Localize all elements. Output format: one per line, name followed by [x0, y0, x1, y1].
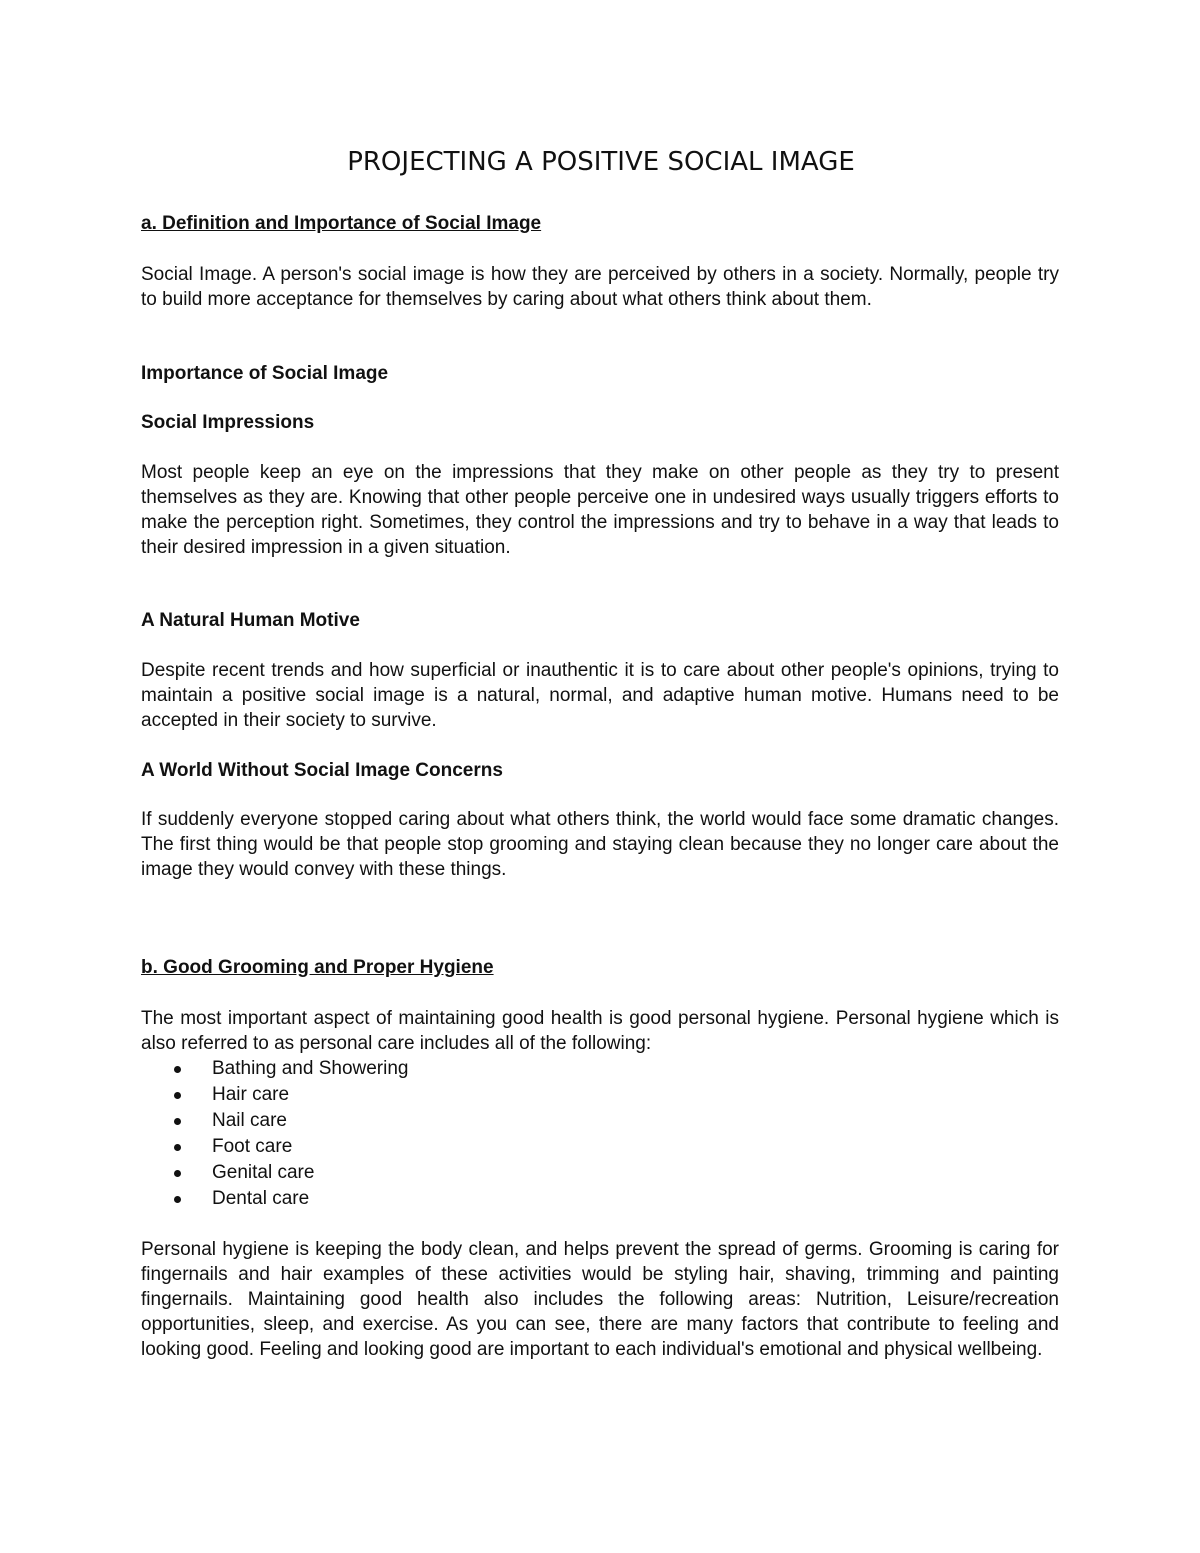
world-without-concerns-heading: A World Without Social Image Concerns — [141, 760, 503, 781]
section-a-heading: a. Definition and Importance of Social Image — [141, 213, 542, 234]
importance-heading: Importance of Social Image — [141, 363, 389, 384]
social-impressions-heading: Social Impressions — [141, 412, 315, 433]
list-item: Foot care — [141, 1134, 408, 1160]
natural-motive-paragraph: Despite recent trends and how superficial or inauthentic it is to care about other people's opinions, trying to maintain a positive social image is a natural, normal, and adaptive human motive. Humans need to be accepted in their society to survive. — [141, 660, 1059, 731]
bullet-icon — [174, 1118, 181, 1125]
personal-care-list — [141, 1056, 408, 1212]
document-page — [141, 0, 1061, 1553]
bullet-icon — [174, 1066, 181, 1073]
hygiene-intro-paragraph: The most important aspect of maintaining good health is good personal hygiene. Personal hygiene which is also referred to as personal care includes all of the following: — [141, 1008, 1059, 1054]
bullet-icon — [174, 1196, 181, 1203]
list-item: Hair care — [141, 1082, 408, 1108]
list-item: Genital care — [141, 1160, 408, 1186]
bullet-icon — [174, 1170, 181, 1177]
list-item: Nail care — [141, 1108, 408, 1134]
bullet-icon — [174, 1092, 181, 1099]
world-without-concerns-paragraph: If suddenly everyone stopped caring about what others think, the world would face some dramatic changes. The first thing would be that people stop grooming and staying clean because they no longer care about the image they would convey with these things. — [141, 809, 1059, 880]
hygiene-closing-paragraph: Personal hygiene is keeping the body clean, and helps prevent the spread of germs. Grooming is caring for fingernails and hair examples of these activities would be styling hair, shaving, trimming and painting fingernails. Maintaining good health also includes the following areas: Nutrition, Leisure/recreation opportunities, sleep, and exercise. As you can see, there are many factors that contribute to feeling and looking good. Feeling and looking good are important to each individual's emotional and physical wellbeing. — [141, 1239, 1059, 1360]
social-image-definition: Social Image. A person's social image is how they are perceived by others in a society. Normally, people try to build more acceptance for themselves by caring about what others think about them. — [141, 264, 1059, 310]
social-impressions-paragraph: Most people keep an eye on the impressions that they make on other people as they try to present themselves as they are. Knowing that other people perceive one in undesired ways usually triggers efforts to make the perception right. Sometimes, they control the impressions and try to behave in a way that leads to their desired impression in a given situation. — [141, 462, 1059, 558]
section-b-heading: b. Good Grooming and Proper Hygiene — [141, 957, 494, 978]
bullet-icon — [174, 1144, 181, 1151]
natural-motive-heading: A Natural Human Motive — [141, 610, 360, 631]
list-item: Dental care — [141, 1186, 408, 1212]
document-title: PROJECTING A POSITIVE SOCIAL IMAGE — [347, 147, 855, 177]
list-item: Bathing and Showering — [141, 1056, 408, 1082]
